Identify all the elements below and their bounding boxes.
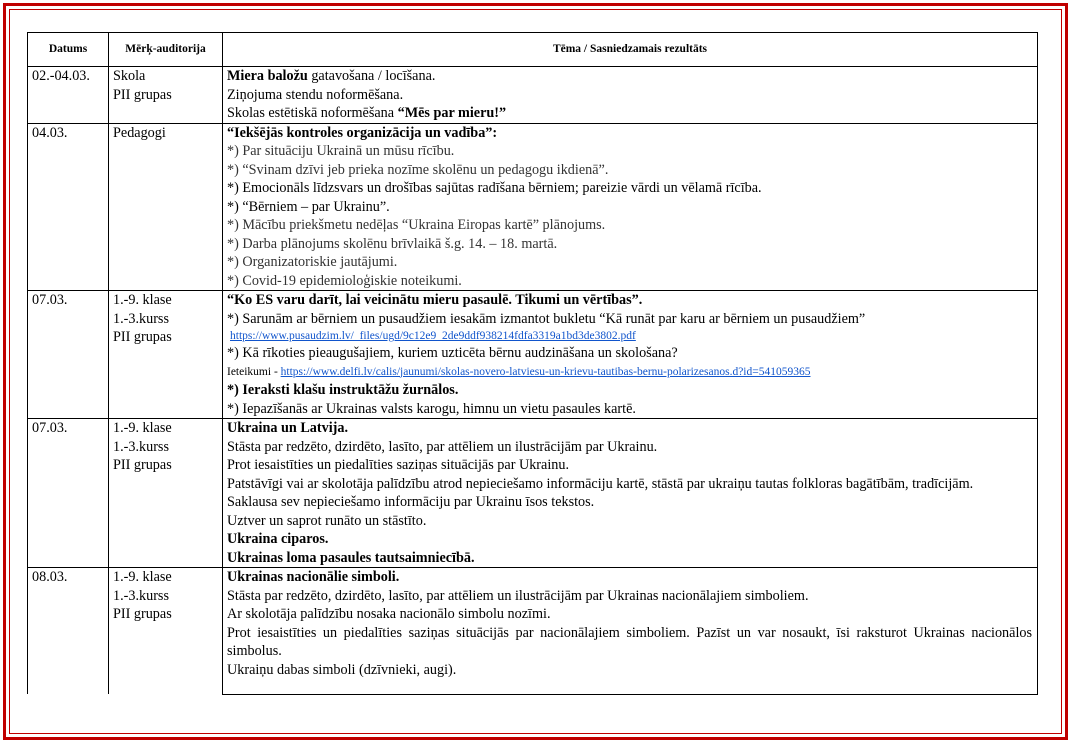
list-item: *) Emocionāls līdzsvars un drošības sajūtas radīšana bērniem; pareizie vārdi un vēlamā rīcība. — [227, 180, 762, 196]
topic-line: Saklausa sev nepieciešamo informāciju par Ukrainu īsos tekstos. — [227, 494, 595, 510]
audience-cell: Skola PII grupas — [109, 67, 223, 124]
topic-cell — [223, 123, 1038, 291]
header-audience: Mērķ-auditorija — [109, 33, 223, 67]
table-row — [28, 67, 1038, 124]
topic-line: Ukraina ciparos. — [227, 531, 329, 547]
date-cell: 07.03. — [28, 419, 109, 568]
topic-line: *) Kā rīkoties pieaugušajiem, kuriem uzticēta bērnu audzināšana un skološana? — [227, 345, 678, 361]
topic-line: Stāsta par redzēto, dzirdēto, lasīto, par attēliem un ilustrācijām par Ukrainas nacionālajiem simboliem. — [227, 587, 809, 604]
table-row — [28, 568, 1038, 695]
topic-line: Ieteikumi - https://www.delfi.lv/calis/jaunumi/skolas-novero-latviesu-un-krievu-tautibas-bernu-polarizesanos.d?id=541059365 — [227, 365, 811, 378]
audience-cell: 1.-9. klase 1.-3.kurss PII grupas — [109, 568, 223, 695]
list-item: *) “Bērniem – par Ukrainu”. — [227, 198, 390, 215]
topic-line: Ukraiņu dabas simboli (dzīvnieki, augi). — [227, 661, 457, 678]
audience-cell: 1.-9. klase 1.-3.kurss PII grupas — [109, 291, 223, 419]
header-date: Datums — [28, 33, 109, 67]
topic-title: Ukrainas nacionālie simboli. — [227, 569, 400, 585]
audience-cell: Pedagogi — [109, 123, 223, 291]
header-row — [28, 33, 1038, 67]
date-cell: 02.-04.03. — [28, 67, 109, 124]
topic-line: *) Iepazīšanās ar Ukrainas valsts karogu, himnu un vietu pasaules kartē. — [227, 400, 636, 417]
topic-line: Prot iesaistīties un piedalīties saziņas situācijās par Ukrainu. — [227, 457, 569, 473]
schedule-table — [27, 32, 1038, 695]
list-item: *) Organizatoriskie jautājumi. — [227, 254, 398, 270]
topic-line: Patstāvīgi vai ar skolotāja palīdzību atrod nepieciešamo informāciju kartē, stāstā par ukraiņu tautas folkloras bagātībām, tradīcijām. — [227, 475, 974, 492]
topic-line: Ukrainas loma pasaules tautsaimniecībā. — [227, 549, 475, 566]
list-item: *) Mācību priekšmetu nedēļas “Ukraina Eiropas kartē” plānojums. — [227, 217, 606, 233]
pusaudzim-link[interactable]: https://www.pusaudzim.lv/_files/ugd/9c12e9_2de9ddf938214fdfa3319a1bd3de3802.pdf — [230, 330, 636, 342]
topic-line: *) Sarunām ar bērniem un pusaudžiem iesakām izmantot bukletu “Kā runāt par karu ar bērniem un pusaudžiem” — [227, 310, 866, 327]
topic-cell — [223, 67, 1038, 124]
delfi-link[interactable]: https://www.delfi.lv/calis/jaunumi/skolas-novero-latviesu-un-krievu-tautibas-bernu-polarizesanos.d?id=541059365 — [280, 365, 811, 378]
topic-line: Skolas estētiskā noformēšana “Mēs par mieru!” — [227, 105, 507, 121]
audience-cell: 1.-9. klase 1.-3.kurss PII grupas — [109, 419, 223, 568]
table-row — [28, 123, 1038, 291]
table-row — [28, 419, 1038, 568]
topic-line: *) Ieraksti klašu instruktāžu žurnālos. — [227, 382, 459, 398]
date-cell: 08.03. — [28, 568, 109, 695]
table-row — [28, 291, 1038, 419]
topic-line: Uztver un saprot runāto un stāstīto. — [227, 512, 427, 529]
header-topic: Tēma / Sasniedzamais rezultāts — [223, 33, 1038, 67]
topic-cell — [223, 291, 1038, 419]
date-cell: 04.03. — [28, 123, 109, 291]
topic-line: Prot iesaistīties un piedalīties saziņas situācijās par nacionālajiem simboliem. Pazīst un var nosaukt, īsi raksturot Ukrainas nacionālos simbolus. — [227, 624, 1032, 659]
date-cell: 07.03. — [28, 291, 109, 419]
topic-title: Ukraina un Latvija. — [227, 420, 349, 436]
topic-line: Ziņojuma stendu noformēšana. — [227, 86, 404, 103]
topic-line: Stāsta par redzēto, dzirdēto, lasīto, par attēliem un ilustrācijām par Ukrainu. — [227, 438, 658, 455]
topic-title: “Ko ES varu darīt, lai veicinātu mieru pasaulē. Tikumi un vērtības”. — [227, 292, 643, 308]
topic-line: Miera baložu gatavošana / locīšana. — [227, 68, 436, 84]
topic-cell — [223, 419, 1038, 568]
list-item: *) Darba plānojums skolēnu brīvlaikā š.g. 14. – 18. martā. — [227, 235, 558, 252]
list-item: *) Par situāciju Ukrainā un mūsu rīcību. — [227, 143, 455, 159]
topic-line: Ar skolotāja palīdzību nosaka nacionālo simbolu nozīmi. — [227, 606, 551, 622]
list-item: *) “Svinam dzīvi jeb prieka nozīme skolēnu un pedagogu ikdienā”. — [227, 161, 609, 178]
topic-title: “Iekšējās kontroles organizācija un vadība”: — [227, 124, 498, 141]
list-item: *) Covid-19 epidemioloģiskie noteikumi. — [227, 272, 462, 289]
topic-cell — [223, 568, 1038, 695]
